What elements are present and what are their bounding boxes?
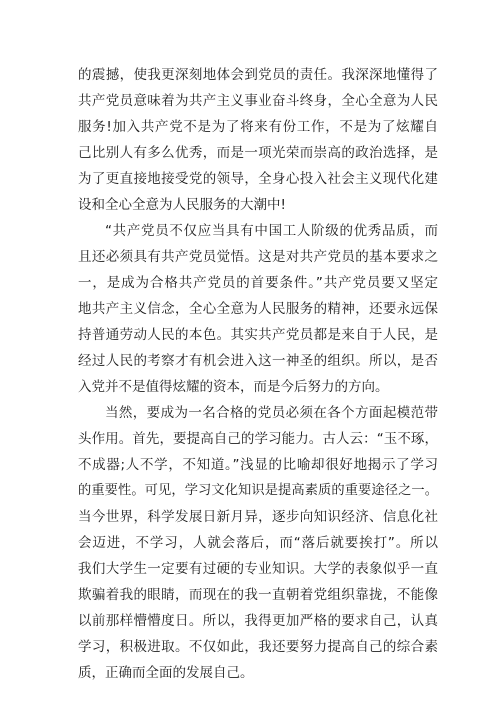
body-text (78, 62, 438, 686)
text-line: 服务!加入共产党不是为了将来有份工作，不是为了炫耀自 (78, 119, 438, 135)
text-line: 且还必须具有共产党员觉悟。这是对共产党员的基本要求之 (78, 249, 438, 265)
text-line: 己比别人有多么优秀，而是一项光荣而崇高的政治选择，是 (78, 145, 438, 161)
text-line: 入党并不是值得炫耀的资本，而是今后努力的方向。 (78, 379, 389, 395)
text-line: 以前那样懵懵度日。所以，我得更加严格的要求自己，认真 (78, 613, 438, 629)
text-line: 的重要性。可见，学习文化知识是提高素质的重要途径之一。 (78, 483, 438, 498)
paragraph-3 (78, 400, 438, 686)
text-line: 学习，积极进取。不仅如此，我还要努力提高自己的综合素 (78, 639, 438, 655)
text-line: 持普通劳动人民的本色。其实共产党员都是来自于人民，是 (78, 327, 438, 343)
text-line: 为了更直接地接受党的领导，全身心投入社会主义现代化建 (78, 171, 438, 187)
text-line: “共产党员不仅应当具有中国工人阶级的优秀品质，而 (105, 223, 438, 239)
paragraph-1 (78, 62, 438, 218)
text-line: 一，是成为合格共产党员的首要条件。”共产党员要又坚定 (78, 275, 438, 291)
text-line: 的震撼，使我更深刻地体会到党员的责任。我深深地懂得了 (78, 67, 438, 83)
text-line: 头作用。首先，要提高自己的学习能力。古人云：“玉不琢， (78, 431, 438, 447)
text-line: 设和全心全意为人民服务的大潮中! (78, 197, 286, 213)
text-line: 经过人民的考察才有机会进入这一神圣的组织。所以，是否 (78, 353, 438, 369)
text-line: 当今世界，科学发展日新月异，逐步向知识经济、信息化社 (78, 509, 438, 525)
text-line: 共产党员意味着为共产主义事业奋斗终身，全心全意为人民 (78, 93, 438, 109)
text-line: 质，正确而全面的发展自己。 (78, 665, 254, 681)
text-line: 我们大学生一定要有过硬的专业知识。大学的表象似乎一直 (78, 561, 438, 577)
paragraph-2 (78, 218, 438, 400)
text-line: 地共产主义信念，全心全意为人民服务的精神，还要永远保 (78, 301, 438, 317)
text-line: 不成器;人不学，不知道。”浅显的比喻却很好地揭示了学习 (78, 457, 438, 473)
text-line: 当然，要成为一名合格的党员必须在各个方面起模范带 (105, 405, 438, 421)
text-line: 欺骗着我的眼睛，而现在的我一直朝着党组织靠拢，不能像 (78, 587, 438, 603)
text-line: 会迈进，不学习，人就会落后，而“落后就要挨打”。所以 (78, 535, 438, 551)
